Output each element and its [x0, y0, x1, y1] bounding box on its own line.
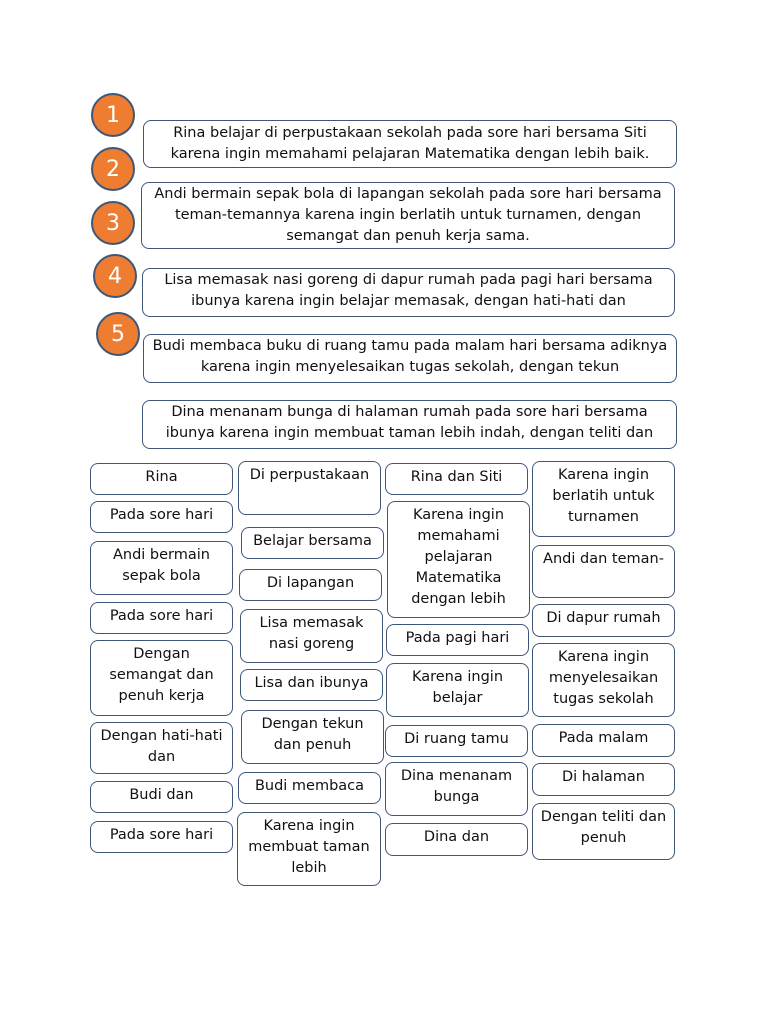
- number-circle-2: 2: [91, 147, 135, 191]
- phrase-card[interactable]: Di perpustakaan: [238, 461, 381, 515]
- phrase-card[interactable]: Dina menanam bunga: [385, 762, 528, 816]
- phrase-card[interactable]: Pada malam: [532, 724, 675, 757]
- number-circle-4: 4: [93, 254, 137, 298]
- phrase-card[interactable]: Dengan tekun dan penuh: [241, 710, 384, 764]
- phrase-card[interactable]: Andi bermain sepak bola: [90, 541, 233, 595]
- number-circle-1: 1: [91, 93, 135, 137]
- phrase-card[interactable]: Lisa memasak nasi goreng: [240, 609, 383, 663]
- phrase-card[interactable]: Budi membaca: [238, 772, 381, 804]
- phrase-card[interactable]: Karena ingin menyelesaikan tugas sekolah: [532, 643, 675, 717]
- phrase-card[interactable]: Karena ingin memahami pelajaran Matematika dengan lebih: [387, 501, 530, 618]
- phrase-card[interactable]: Rina: [90, 463, 233, 495]
- phrase-card[interactable]: Dengan semangat dan penuh kerja: [90, 640, 233, 716]
- phrase-card[interactable]: Pada sore hari: [90, 821, 233, 853]
- phrase-card[interactable]: Pada sore hari: [90, 602, 233, 634]
- phrase-card[interactable]: Dina dan: [385, 823, 528, 856]
- phrase-card[interactable]: Budi dan: [90, 781, 233, 813]
- sentence-box-4: [143, 334, 677, 383]
- phrase-card[interactable]: Karena ingin membuat taman lebih: [237, 812, 381, 886]
- phrase-card[interactable]: Lisa dan ibunya: [240, 669, 383, 701]
- sentence-text: Andi bermain sepak bola di lapangan sekolah pada sore hari bersama teman-temannya karena ingin berlatih untuk turnamen, dengan semangat dan penuh kerja sama.: [154, 186, 662, 244]
- sentence-text: Dina menanam bunga di halaman rumah pada sore hari bersama ibunya karena ingin membuat taman lebih indah, dengan teliti dan: [165, 404, 654, 441]
- sentence-box-5: [142, 400, 677, 449]
- phrase-card[interactable]: Di dapur rumah: [532, 604, 675, 637]
- phrase-card[interactable]: Di ruang tamu: [385, 725, 528, 757]
- number-circle-3: 3: [91, 201, 135, 245]
- phrase-card[interactable]: Dengan teliti dan penuh: [532, 803, 675, 860]
- phrase-card[interactable]: Rina dan Siti: [385, 463, 528, 495]
- sentence-box-2: [141, 182, 675, 249]
- phrase-card[interactable]: Karena ingin berlatih untuk turnamen: [532, 461, 675, 537]
- phrase-card[interactable]: Pada pagi hari: [386, 624, 529, 656]
- phrase-card[interactable]: Belajar bersama: [241, 527, 384, 559]
- sentence-text: Lisa memasak nasi goreng di dapur rumah pada pagi hari bersama ibunya karena ingin belajar memasak, dengan hati-hati dan: [164, 272, 653, 309]
- sentence-text: Budi membaca buku di ruang tamu pada malam hari bersama adiknya karena ingin menyelesaikan tugas sekolah, dengan tekun: [152, 338, 668, 375]
- phrase-card[interactable]: Karena ingin belajar: [386, 663, 529, 717]
- sentence-box-3: [142, 268, 675, 317]
- number-circle-5: 5: [96, 312, 140, 356]
- phrase-card[interactable]: Andi dan teman-: [532, 545, 675, 598]
- phrase-card[interactable]: Di halaman: [532, 763, 675, 796]
- phrase-card[interactable]: Dengan hati-hati dan: [90, 722, 233, 774]
- sentence-box-1: [143, 120, 677, 168]
- phrase-card[interactable]: Pada sore hari: [90, 501, 233, 533]
- phrase-card[interactable]: Di lapangan: [239, 569, 382, 601]
- sentence-text: Rina belajar di perpustakaan sekolah pada sore hari bersama Siti karena ingin memahami pelajaran Matematika dengan lebih baik.: [170, 125, 650, 162]
